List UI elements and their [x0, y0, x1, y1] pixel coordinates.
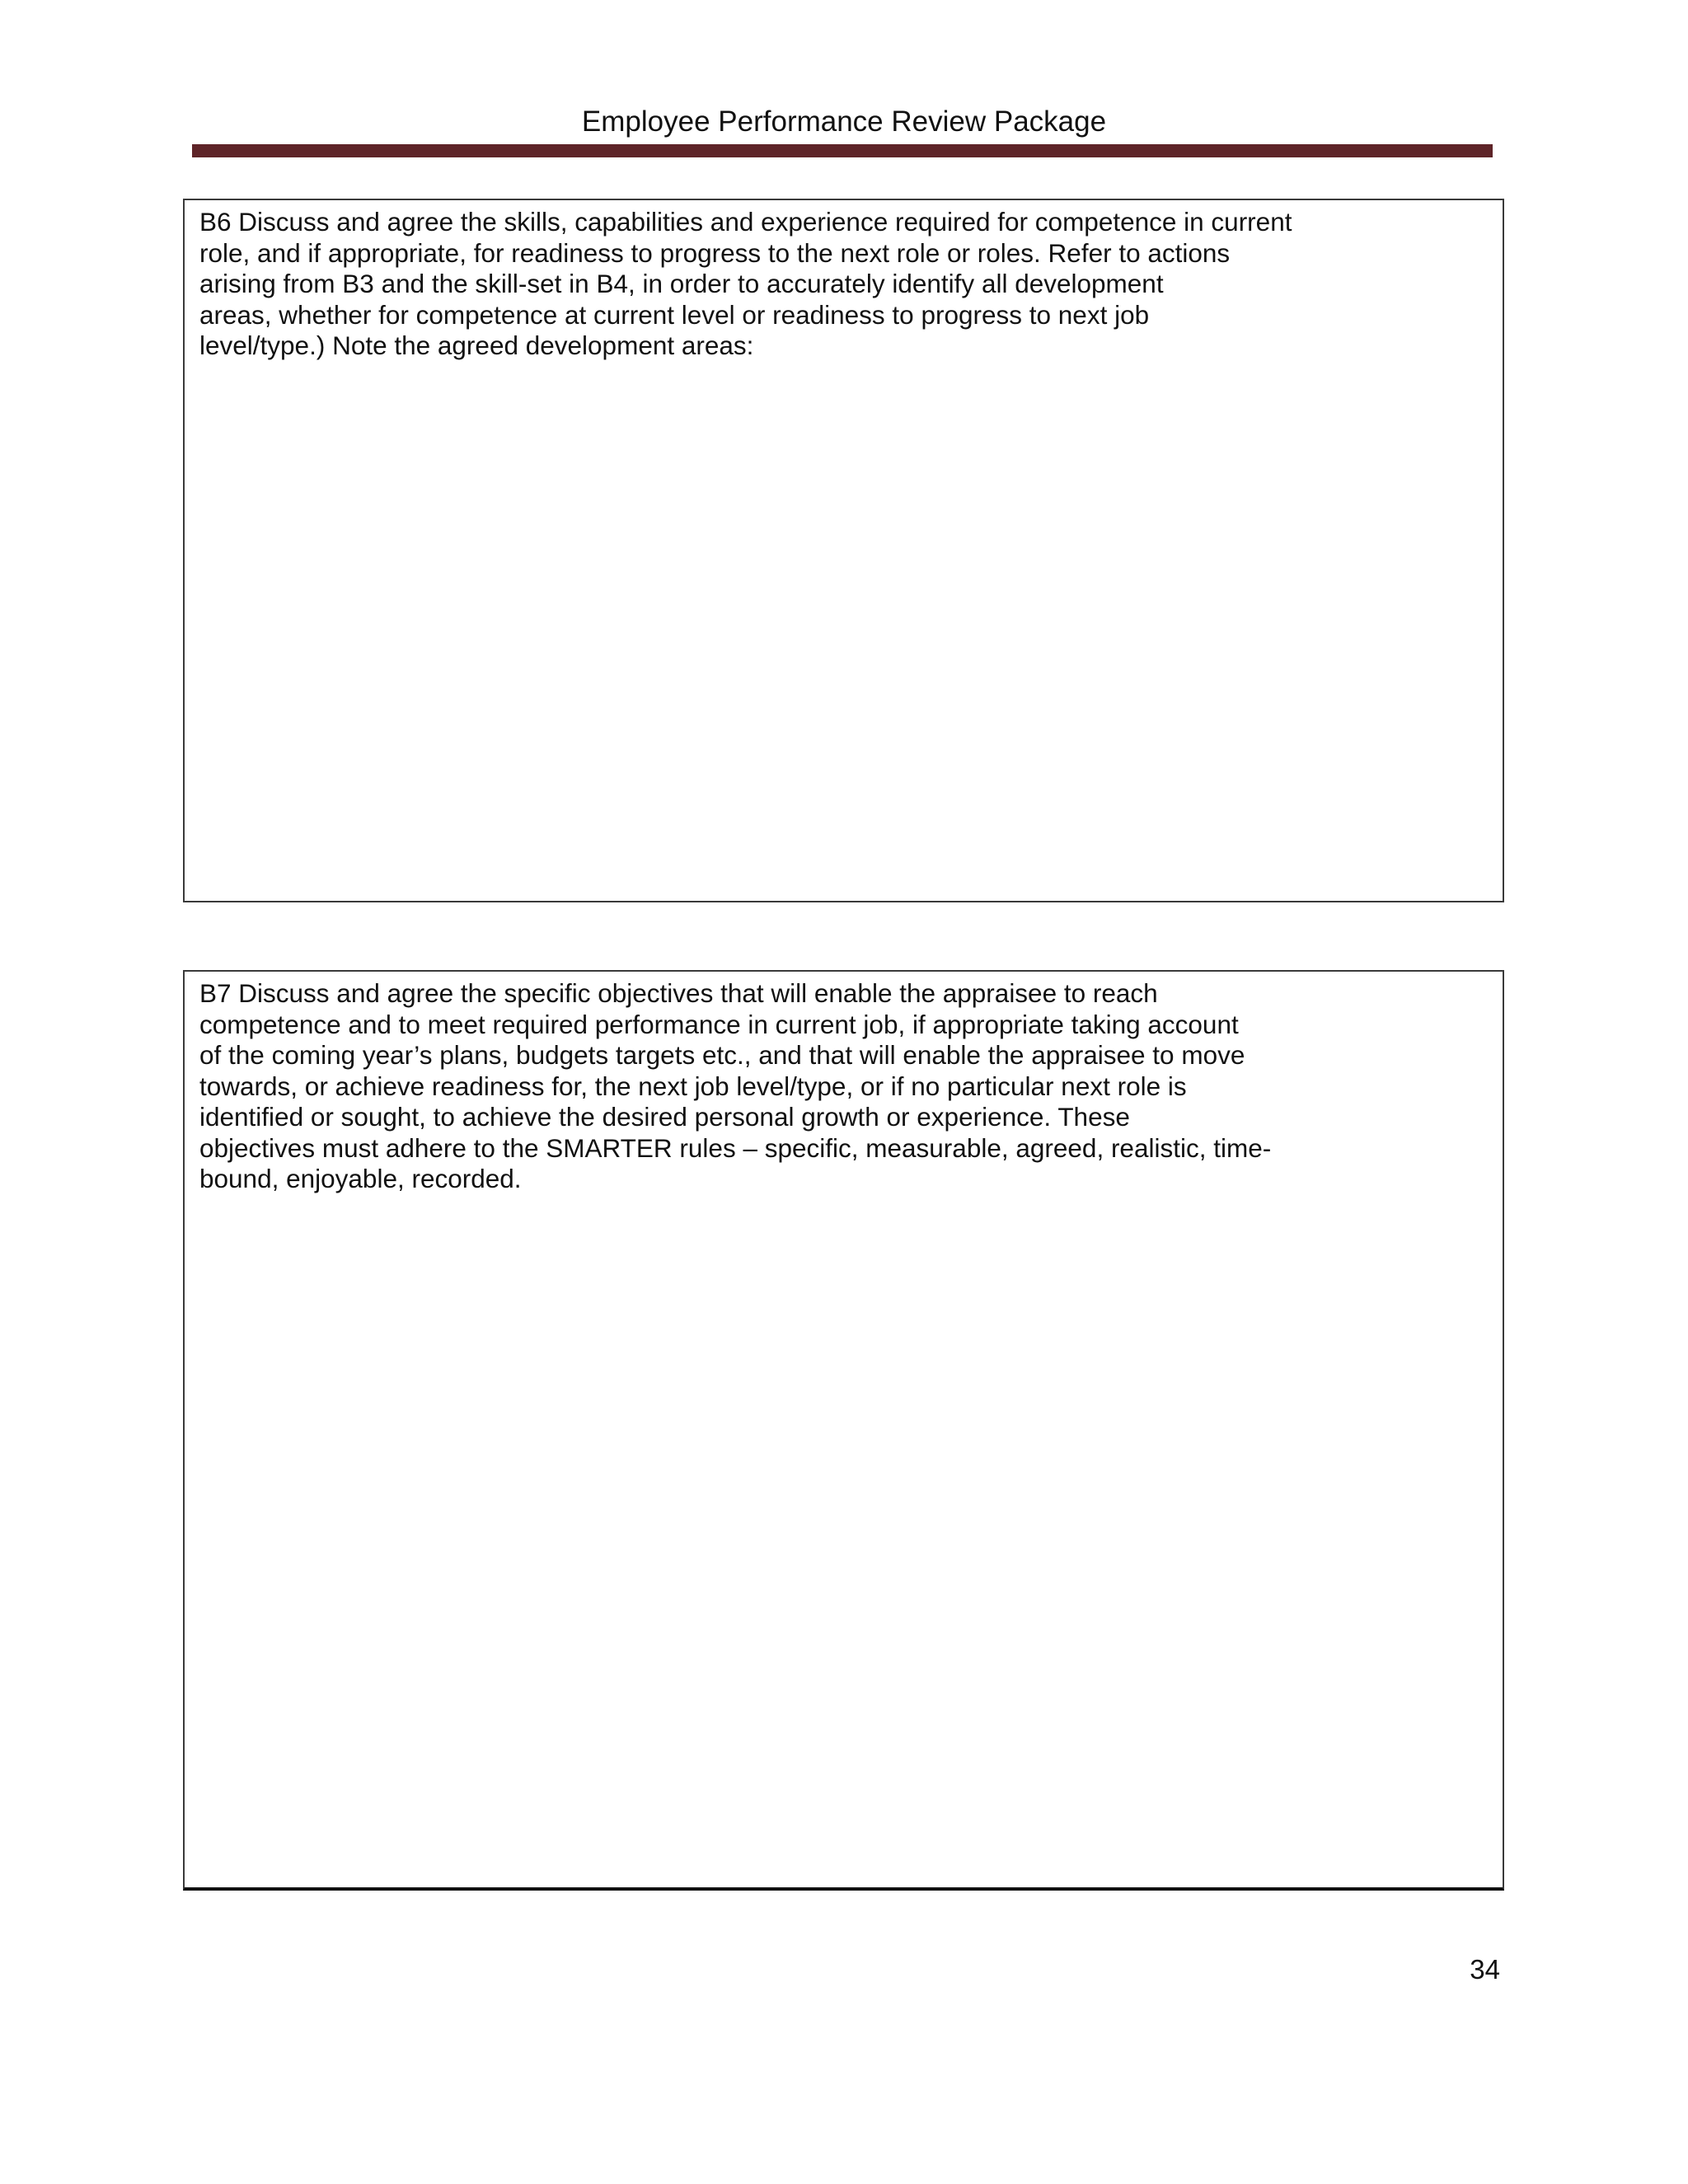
section-b6-prompt [199, 207, 1370, 362]
section-b6-line: arising from B3 and the skill-set in B4, in order to accurately identify all development [199, 269, 1164, 298]
page-header-title: Employee Performance Review Package [581, 105, 1107, 138]
section-b7-line: objectives must adhere to the SMARTER rules – specific, measurable, agreed, realistic, time- [199, 1132, 1272, 1163]
page-number: 34 [1470, 1954, 1500, 1985]
section-b7-line: competence and to meet required performance in current job, if appropriate taking account [199, 1009, 1239, 1039]
section-b7-box[interactable] [183, 970, 1504, 1891]
section-b7-line: B7 Discuss and agree the specific objectives that will enable the appraisee to reach [199, 978, 1158, 1008]
section-b7-line: of the coming year’s plans, budgets targets etc., and that will enable the appraisee to move [199, 1040, 1245, 1070]
section-b7-line: towards, or achieve readiness for, the next job level/type, or if no particular next role is [199, 1071, 1187, 1101]
section-b6-box[interactable] [183, 199, 1504, 902]
section-b6-line: areas, whether for competence at current level or readiness to progress to next job [199, 299, 1150, 330]
section-b6-line: B6 Discuss and agree the skills, capabilities and experience required for competence in current [199, 207, 1292, 237]
section-b7-line: bound, enjoyable, recorded. [199, 1164, 522, 1193]
section-b7-prompt [199, 978, 1370, 1195]
section-b7-line: identified or sought, to achieve the desired personal growth or experience. These [199, 1102, 1130, 1132]
section-b6-line: role, and if appropriate, for readiness to progress to the next role or roles. Refer to actions [199, 237, 1231, 268]
section-b6-line: level/type.) Note the agreed development areas: [199, 330, 754, 360]
header-divider [192, 144, 1493, 157]
